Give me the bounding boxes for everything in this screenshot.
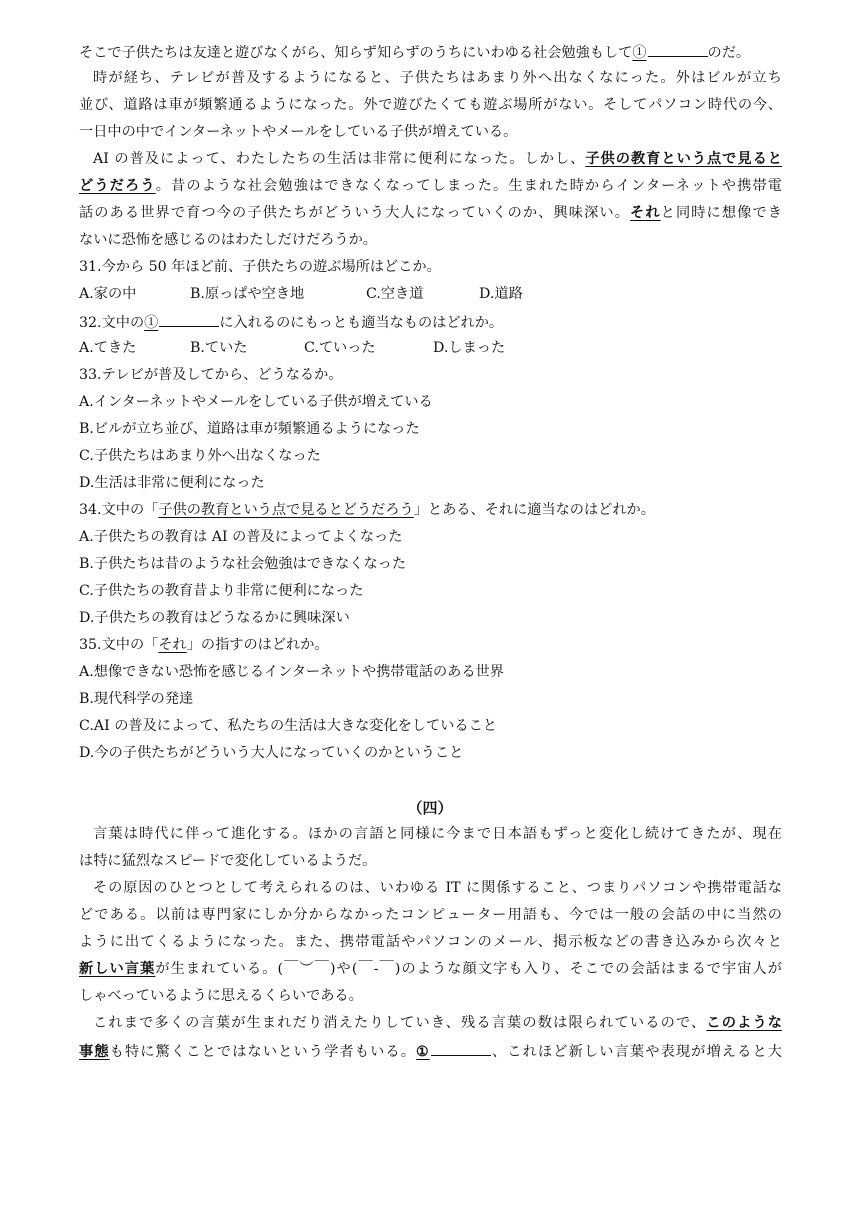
- option-a: A.てきた: [79, 340, 137, 356]
- text-span: そこで子供たちは友達と遊びなくがら、知らず知らずのうちにいわゆる社会勉強もして: [79, 45, 633, 61]
- text-span: も特に驚くことではないという学者もいる。: [109, 1044, 417, 1060]
- passage3-p2-line2: 並び、道路は車が頻繁通るようになった。外で遊びたくても遊ぶ場所がない。そしてパソコン時代の今、: [79, 97, 782, 113]
- question-34-stem: [79, 500, 782, 520]
- underlined-phrase: このような: [706, 1015, 782, 1031]
- passage4-p3-line1: [93, 1013, 782, 1033]
- question-33-option-b: B.ビルが立ち並び、道路は車が頻繁通るようになった: [79, 421, 420, 437]
- passage4-p1-line1: 言葉は時代に伴って進化する。ほかの言語と同様に今まで日本語もずっと変化し続けてきたが、現在: [93, 826, 782, 842]
- question-31-stem: 31.今から 50 年ほど前、子供たちの遊ぶ場所はどこか。: [79, 259, 441, 275]
- question-35-option-c: C.AI の普及によって、私たちの生活は大きな変化をしていること: [79, 718, 497, 734]
- question-33-option-a: A.インターネットやメールをしている子供が増えている: [79, 394, 433, 410]
- passage3-p2-line1: 時が経ち、テレビが普及するようになると、子供たちはあまり外へ出なくなにった。外はビルが立ち: [93, 70, 782, 86]
- text-span: と同時に想像でき: [660, 205, 782, 221]
- text-span: 」とある、それに適当なのはどれか。: [413, 502, 655, 518]
- underlined-phrase: それ: [630, 205, 661, 221]
- passage3-p3-line1: [93, 149, 782, 169]
- passage3-p3-line2: [79, 176, 782, 196]
- option-a: A.家の中: [79, 286, 137, 302]
- text-span: 、これほど新しい言葉や表現が増えると大: [490, 1044, 782, 1060]
- question-34-option-b: B.子供たちは昔のような社会勉強はできなくなった: [79, 556, 407, 572]
- option-c: C.ていった: [304, 340, 376, 356]
- question-33-stem: 33.テレビが普及してから、どうなるか。: [79, 367, 343, 383]
- passage4-p2-line2: どである。以前は専門家にしか分からなかったコンピューター用語も、今では一般の会話の中に当然の: [79, 907, 782, 923]
- text-span: 話のある世界で育つ今の子供たちがどういう大人になっていくのか、興味深い。: [79, 205, 631, 221]
- underlined-phrase: 事態: [79, 1044, 110, 1060]
- passage3-p3-line3: [79, 203, 782, 223]
- text-span: 」の指すのはどれか。: [186, 637, 329, 653]
- underlined-phrase: 新しい言葉: [79, 961, 156, 977]
- text-span: 34.文中の「: [79, 502, 159, 518]
- option-b: B.原っぱや空き地: [190, 286, 305, 302]
- underlined-phrase: 子供の教育という点で見るとどうだろう: [158, 502, 414, 518]
- section-heading: （四）: [407, 799, 453, 817]
- blank-marker: ①: [416, 1044, 430, 1060]
- question-35-option-d: D.今の子供たちがどういう大人になっていくのかということ: [79, 745, 464, 761]
- question-33-option-d: D.生活は非常に便利になった: [79, 475, 265, 491]
- passage4-p2-line3: ように出てくるようになった。また、携帯電話やパソコンのメール、掲示板などの書き込みから次々と: [79, 934, 782, 950]
- text-span: 32.文中の: [79, 315, 145, 331]
- option-d: D.道路: [479, 286, 523, 302]
- text-span: AI の普及によって、わたしたちの生活は非常に便利になった。しかし、: [93, 151, 586, 167]
- question-33-option-c: C.子供たちはあまり外へ出なくなった: [79, 448, 321, 464]
- question-34-option-a: A.子供たちの教育は AI の普及によってよくなった: [79, 529, 403, 545]
- text-span: のだ。: [707, 45, 751, 61]
- passage3-p3-line4: ないに恐怖を感じるのはわたしだけだろうか。: [79, 232, 377, 248]
- underlined-phrase: 子供の教育という点で見ると: [585, 151, 782, 167]
- option-d: D.しまった: [433, 340, 506, 356]
- passage4-p2-line5: しゃべっているように思えるくらいである。: [79, 988, 363, 1004]
- underlined-phrase: それ: [158, 637, 187, 653]
- question-35-option-a: A.想像できない恐怖を感じるインターネットや携帯電話のある世界: [79, 664, 504, 680]
- answer-blank: [431, 1040, 491, 1056]
- passage3-p1-line1: [79, 41, 782, 63]
- question-34-option-c: C.子供たちの教育昔より非常に便利になった: [79, 583, 364, 599]
- text-span: 。昔のような社会勉強はできなくなってしまった。生まれた時からインターネットや携帯電: [155, 178, 782, 194]
- passage4-p2-line1: その原因のひとつとして考えられるのは、いわゆる IT に関係すること、つまりパソコンや携帯電話な: [93, 880, 782, 896]
- answer-blank: [159, 311, 219, 327]
- option-c: C.空き道: [366, 286, 424, 302]
- passage4-p3-line2: [79, 1040, 782, 1062]
- text-span: 35.文中の「: [79, 637, 159, 653]
- passage4-p1-line2: は特に猛烈なスピードで変化しているようだ。: [79, 853, 377, 869]
- text-span: に入れるのにもっとも適当なものはどれか。: [219, 315, 504, 331]
- passage4-p2-line4: [79, 959, 782, 979]
- question-34-option-d: D.子供たちの教育はどうなるかに興味深い: [79, 610, 350, 626]
- option-b: B.ていた: [190, 340, 248, 356]
- blank-marker: ①: [144, 315, 159, 331]
- passage3-p2-line3: 一日中の中でインターネットやメールをしている子供が増えている。: [79, 124, 518, 140]
- question-35-option-b: B.現代科学の発達: [79, 691, 194, 707]
- text-span: これまで多くの言葉が生まれだり消えたりしていき、残る言葉の数は限られているので、: [93, 1015, 707, 1031]
- underlined-phrase: どうだろう: [79, 178, 156, 194]
- question-35-stem: [79, 635, 782, 655]
- question-32-stem: [79, 311, 782, 333]
- answer-blank: [648, 41, 708, 57]
- text-span: が生まれている。(￣︶￣)や(￣-￣)のような顔文字も入り、そこでの会話はまるで宇宙人が: [155, 961, 782, 977]
- blank-marker: ①: [632, 45, 647, 61]
